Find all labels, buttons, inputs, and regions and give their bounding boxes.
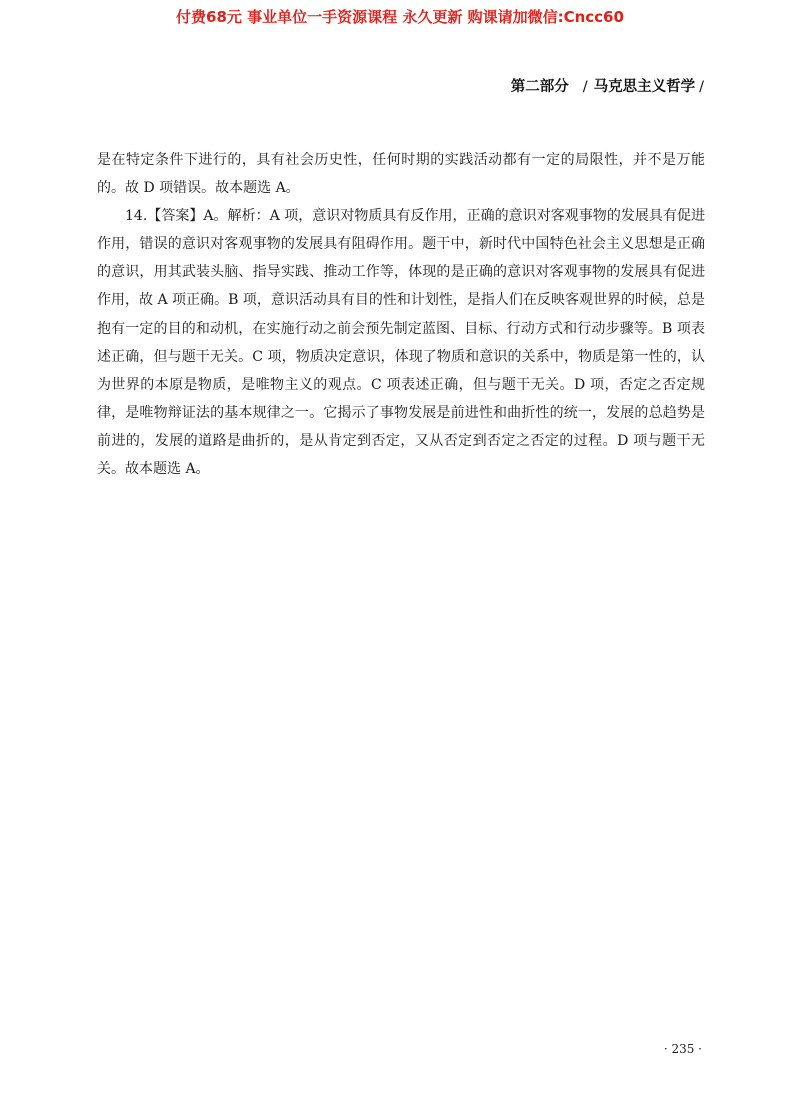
header-section: 马克思主义哲学 [593,79,696,95]
paragraph-answer-14: 14.【答案】A。解析：A 项，意识对物质具有反作用，正确的意识对客观事物的发展具有促进作用，错误的意识对客观事物的发展具有阻碍作用。题干中，新时代中国特色社会主义思想是正确的意识，用其武装头脑、指导实践、推动工作等，体现的是正确的意识对客观事物的发展具有促进作用，故 A 项正确。B 项，意识活动具有目的性和计划性，是指人们在反映客观世界的时候，总是抱有一定的目的和动机，在实施行动之前会预先制定蓝图、目标、行动方式和行动步骤等。B 项表述正确，但与题干无关。C 项，物质决定意识，体现了物质和意识的关系中，物质是第一性的，认为世界的本原是物质，是唯物主义的观点。C 项表述正确，但与题干无关。D 项，否定之否定规律，是唯物辩证法的基本规律之一。它揭示了事物发展是前进性和曲折性的统一，发展的总趋势是前进的，发展的道路是曲折的，是从肯定到否定，又从否定到否定之否定的过程。D 项与题干无关。故本题选 A。 [97,208,705,478]
header-end-slash: / [699,79,704,95]
watermark-banner: 付费68元 事业单位一手资源课程 永久更新 购课请加微信:Cncc60 [176,8,624,26]
header-part: 第二部分 [510,79,569,95]
paragraph-continuation: 是在特定条件下进行的，具有社会历史性，任何时期的实践活动都有一定的局限性，并不是万能的。故 D 项错误。故本题选 A。 [97,152,705,197]
body-text [97,146,705,483]
running-header [511,75,704,96]
header-divider: / [582,79,588,95]
page-number: · 235 · [663,1042,702,1056]
